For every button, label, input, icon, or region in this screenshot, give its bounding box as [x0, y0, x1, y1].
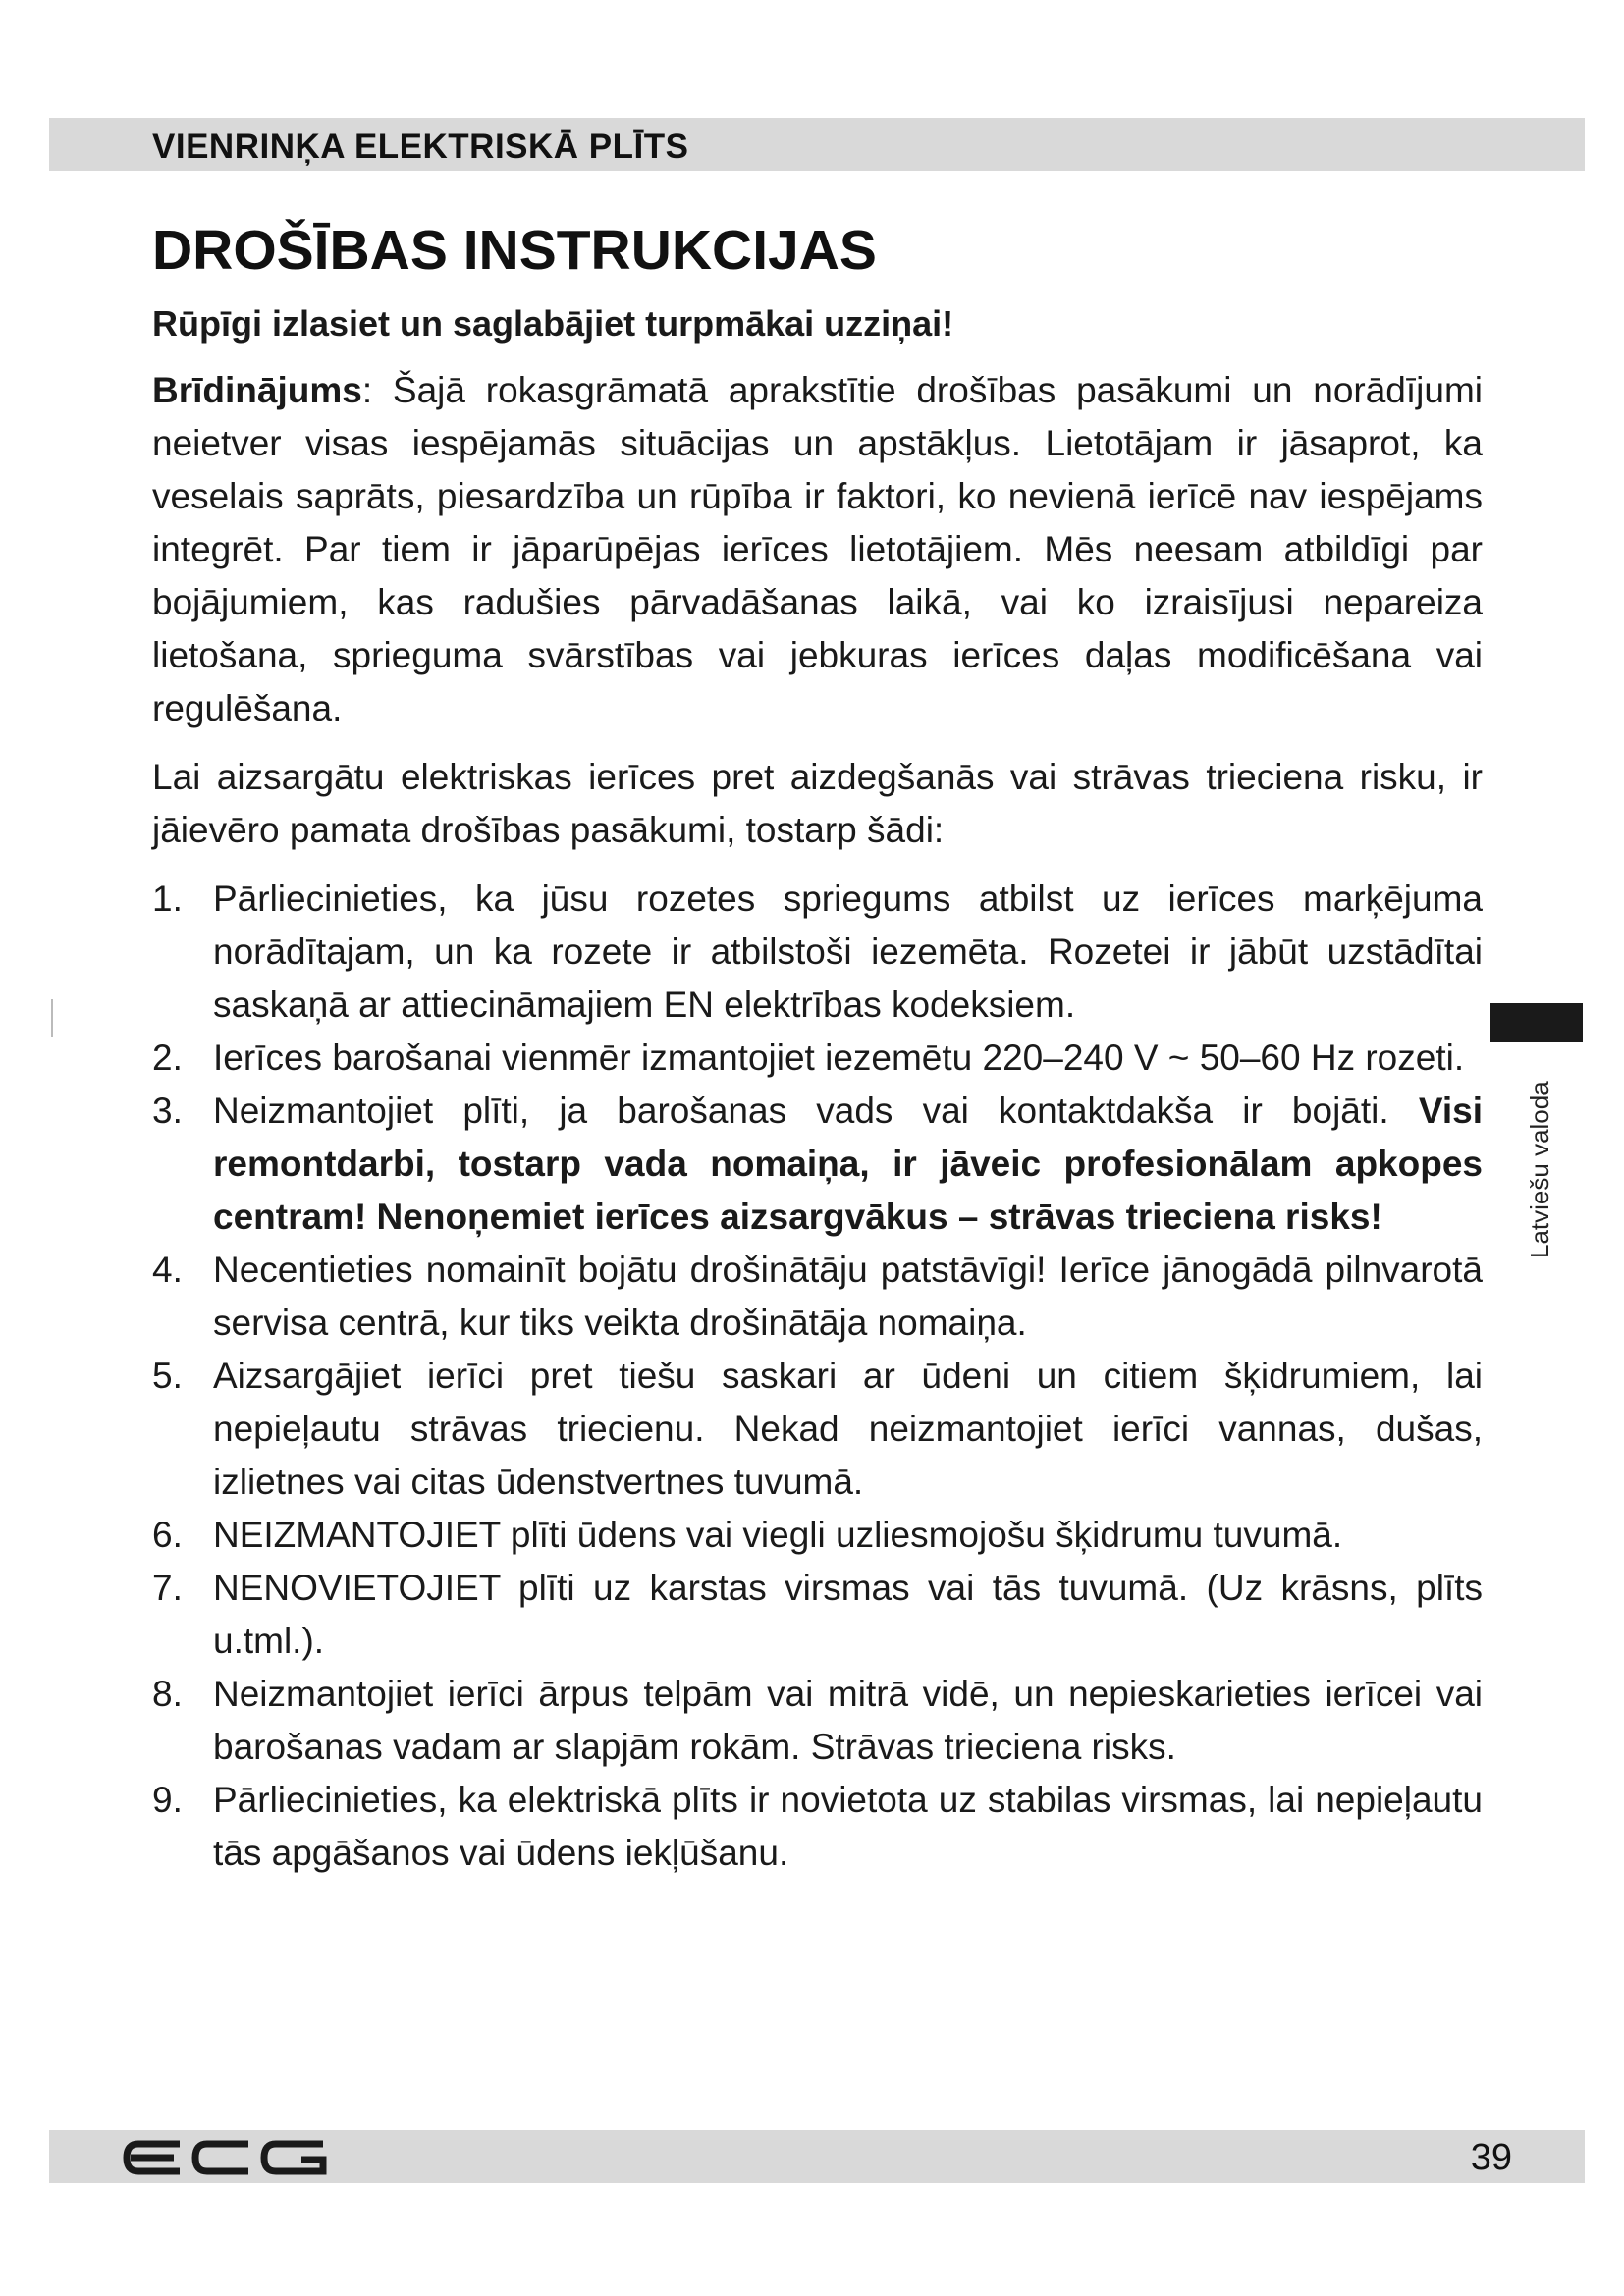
warning-paragraph	[152, 364, 1483, 735]
language-tab-marker	[1490, 1003, 1583, 1042]
list-item	[152, 1668, 1483, 1774]
list-item	[152, 1509, 1483, 1562]
item-number: 2.	[152, 1038, 183, 1078]
item-number: 5.	[152, 1356, 183, 1396]
item-text: Pārliecinieties, ka jūsu rozetes spriegums atbilst uz ierīces marķējuma norādītajam, un ka rozete ir atbilstoši iezemēta. Rozetei ir jābūt uzstādītai saskaņā ar attiecināmajiem EN elektrības kodeksiem.	[213, 879, 1483, 1025]
item-number: 7.	[152, 1568, 183, 1608]
header-title: VIENRINĶA ELEKTRISKĀ PLĪTS	[152, 128, 689, 166]
list-item	[152, 1244, 1483, 1350]
warning-label: Brīdinājums	[152, 370, 362, 410]
page-number: 39	[1470, 2137, 1512, 2178]
list-item	[152, 1085, 1483, 1244]
intro-paragraph: Lai aizsargātu elektriskas ierīces pret aizdegšanās vai strāvas trieciena risku, ir jāievēro pamata drošības pasākumi, tostarp šādi:	[152, 757, 1483, 850]
ecg-logo	[123, 2140, 329, 2175]
list-item	[152, 873, 1483, 1032]
margin-mark	[51, 999, 53, 1037]
item-bold-text: Visi remontdarbi, tostarp vada nomaiņa, ir jāveic profesionālam apkopes centram! Nenoņemiet ierīces aizsargvākus – strāvas trieciena risks!	[213, 1091, 1483, 1237]
list-item	[152, 1774, 1483, 1880]
item-number: 8.	[152, 1674, 183, 1714]
item-text: Necentieties nomainīt bojātu drošinātāju patstāvīgi! Ierīce jānogādā pilnvarotā servisa centrā, kur tiks veikta drošinātāja nomaiņa.	[213, 1250, 1483, 1343]
item-number: 6.	[152, 1515, 183, 1555]
language-tab	[1520, 1052, 1559, 1258]
item-number: 1.	[152, 879, 183, 919]
page-title: DROŠĪBAS INSTRUKCIJAS	[152, 219, 877, 282]
instruction-list	[152, 873, 1483, 1880]
language-tab-label: Latviešu valoda	[1525, 1081, 1554, 1258]
item-number: 4.	[152, 1250, 183, 1290]
item-text: NEIZMANTOJIET plīti ūdens vai viegli uzliesmojošu šķidrumu tuvumā.	[213, 1515, 1343, 1555]
item-text: Neizmantojiet ierīci ārpus telpām vai mitrā vidē, un nepieskarieties ierīcei vai barošanas vadam ar slapjām rokām. Strāvas trieciena risks.	[213, 1674, 1483, 1767]
item-text: Pārliecinieties, ka elektriskā plīts ir novietota uz stabilas virsmas, lai nepieļautu tās apgāšanos vai ūdens iekļūšanu.	[213, 1780, 1483, 1873]
list-item	[152, 1350, 1483, 1509]
list-item	[152, 1032, 1483, 1085]
subtitle: Rūpīgi izlasiet un saglabājiet turpmākai uzziņai!	[152, 303, 954, 344]
item-text: Ierīces barošanai vienmēr izmantojiet iezemētu 220–240 V ~ 50–60 Hz rozeti.	[213, 1038, 1465, 1078]
item-number: 9.	[152, 1780, 183, 1820]
warning-text: : Šajā rokasgrāmatā aprakstītie drošības pasākumi un norādījumi neietver visas iespējamās situācijas un apstākļus. Lietotājam ir jāsaprot, ka veselais saprāts, piesardzība un rūpība ir faktori, ko nevienā ierīcē nav iespējams integrēt. Par tiem ir jāparūpējas ierīces lietotājiem. Mēs neesam atbildīgi par bojājumiem, kas radušies pārvadāšanas laikā, vai ko izraisījusi nepareiza lietošana, sprieguma svārstības vai jebkuras ierīces daļas modificēšana vai regulēšana.	[152, 370, 1483, 728]
item-number: 3.	[152, 1091, 183, 1131]
item-text: Neizmantojiet plīti, ja barošanas vads vai kontaktdakša ir bojāti.	[213, 1091, 1419, 1131]
item-text: NENOVIETOJIET plīti uz karstas virsmas vai tās tuvumā. (Uz krāsns, plīts u.tml.).	[213, 1568, 1483, 1661]
item-text: Aizsargājiet ierīci pret tiešu saskari ar ūdeni un citiem šķidrumiem, lai nepieļautu strāvas triecienu. Nekad neizmantojiet ierīci vannas, dušas, izlietnes vai citas ūdenstvertnes tuvumā.	[213, 1356, 1483, 1502]
list-item	[152, 1562, 1483, 1668]
content	[152, 211, 1483, 1880]
header-bar	[49, 118, 1585, 171]
